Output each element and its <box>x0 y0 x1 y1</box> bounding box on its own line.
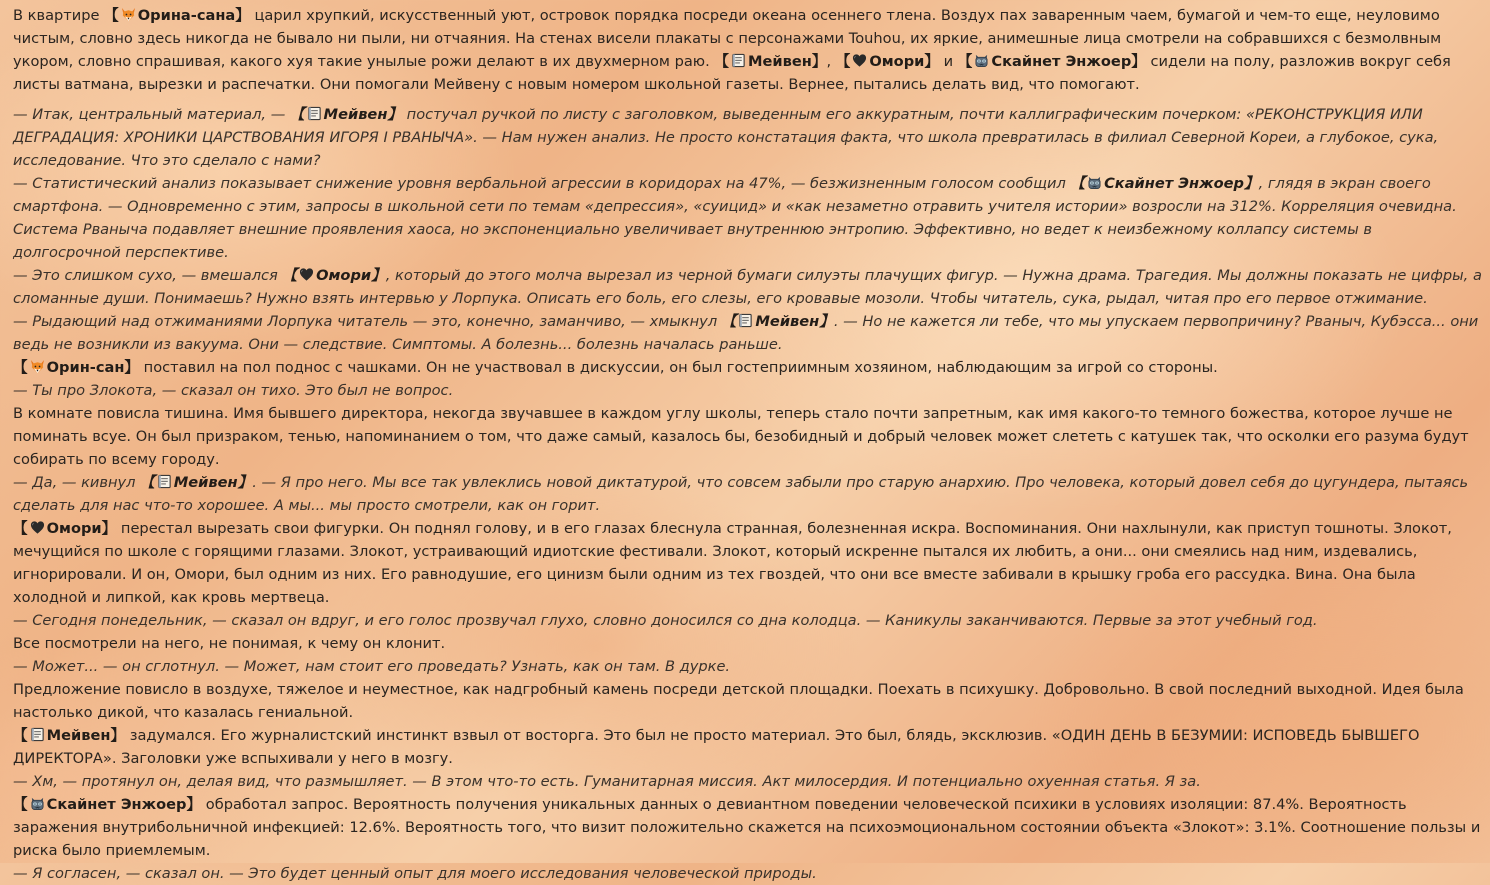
text-segment: — Может... — он сглотнул. — Может, нам стоит его проведать? Узнать, как он там. В дурке. <box>13 658 731 675</box>
dialogue-paragraph <box>13 770 1484 793</box>
black-heart-icon <box>852 53 867 68</box>
text-segment: , <box>826 53 836 70</box>
character-name: Скайнет Энжоер <box>46 796 187 813</box>
black-heart-icon <box>30 520 45 535</box>
narration-paragraph <box>13 402 1484 471</box>
character-tag-skynet: 【 Скайнет Энжоер】 <box>13 796 202 813</box>
robot-cat-icon <box>30 796 45 811</box>
text-segment: обработал запрос. Вероятность получения уникальных данных о девиантном поведении человеческой психики в условиях изоляции: 87.4%. Вероятность заражения внутрибольничной инфекцией: 12.6%. Вероятность того, что визит положительно скажется на психоэмоциональном состоянии объекта «Злокот»: 3.1%. Соотношение пользы и риска было приемлемым. <box>13 796 1481 859</box>
dialogue-paragraph <box>13 264 1484 310</box>
character-tag-meiven: 【 Мейвен】 <box>721 313 834 330</box>
character-name: Омори <box>869 53 925 70</box>
narration-paragraph <box>13 724 1484 770</box>
character-name: Орина-сана <box>137 7 236 24</box>
text-segment: — Сегодня понедельник, — сказал он вдруг, и его голос прозвучал глухо, словно доносился со дна колодца. — Каникулы заканчиваются. Первые за этот учебный год. <box>13 612 1318 629</box>
text-segment: В квартире <box>13 7 105 24</box>
character-tag-orina-sana: 【 Орина-сана】 <box>104 7 250 24</box>
character-name: Омори <box>316 267 372 284</box>
character-name: Скайнет Энжоер <box>1104 175 1244 192</box>
fox-icon <box>30 359 45 374</box>
notebook-icon <box>738 313 753 328</box>
paragraph-gap <box>13 96 1484 103</box>
notebook-icon <box>30 727 45 742</box>
text-segment: В комнате повисла тишина. Имя бывшего директора, некогда звучавшее в каждом углу школы, теперь стало почти запретным, как имя какого-то темного божества, которое лучше не поминать всуе. Он был призраком, тенью, напоминанием о том, что даже самый, казалось бы, безобидный и добрый человек может слететь с катушек так, что осколки его разума будут собирать по всему городу. <box>13 405 1469 468</box>
notebook-icon <box>307 106 322 121</box>
text-segment: — Это слишком сухо, — вмешался <box>13 267 283 284</box>
character-name: Мейвен <box>46 727 111 744</box>
notebook-icon <box>157 474 172 489</box>
character-name: Мейвен <box>323 106 388 123</box>
text-segment: перестал вырезать свои фигурки. Он поднял голову, и в его глазах блеснула странная, болезненная искра. Воспоминания. Они нахлынули, как приступ тошноты. Злокот, мечущийся по школе с горящими глазами. Злокот, устраивающий идиотские фестивали. Злокот, который искренне пытался их любить, а они... они смеялись над ним, издевались, игнорировали. И он, Омори, был одним из них. Его равнодушие, его цинизм были одним из тех гвоздей, что они все вместе забивали в крышку гроба его рассудка. Вина. Она была холодной и липкой, как кровь мертвеца. <box>13 520 1452 606</box>
dialogue-paragraph <box>13 379 1484 402</box>
text-segment: царил хрупкий, искусственный уют, островок порядка посреди океана осеннего тлена. Воздух пах заваренным чаем, бумагой и чем-то еще, неуловимо чистым, словно здесь никогда не бывало ни пыли, ни отчаяния. На стенах висели плакаты с персонажами Touhou, их яркие, анимешные лица смотрели на собравшихся с безмолвным укором, словно спрашивая, какого хуя такие унылые рожи делают в их двухмерном раю. <box>13 7 1442 70</box>
character-tag-omori: 【 Омори】 <box>282 267 386 284</box>
text-segment: сидели на полу, разложив вокруг себя листы ватмана, вырезки и распечатки. Они помогали Мейвену с новым номером школьной газеты. Вернее, пытались делать вид, что помогают. <box>13 53 1451 93</box>
notebook-icon <box>731 53 746 68</box>
black-heart-icon <box>299 267 314 282</box>
character-tag-meiven: 【 Мейвен】 <box>13 727 126 744</box>
narration-paragraph <box>13 793 1484 862</box>
character-tag-skynet: 【 Скайнет Энжоер】 <box>1070 175 1259 192</box>
text-segment: — Ты про Злокота, — сказал он тихо. Это был не вопрос. <box>13 382 454 399</box>
character-tag-omori: 【 Омори】 <box>835 53 939 70</box>
dialogue-paragraph <box>13 655 1484 678</box>
dialogue-paragraph <box>13 862 1484 885</box>
character-name: Орин-сан <box>46 359 125 376</box>
robot-cat-icon <box>1087 175 1102 190</box>
text-segment: — Я согласен, — сказал он. — Это будет ценный опыт для моего исследования человеческой природы. <box>13 865 817 882</box>
dialogue-paragraph <box>13 310 1484 356</box>
text-segment: Все посмотрели на него, не понимая, к чему он клонит. <box>13 635 446 652</box>
text-segment: поставил на пол поднос с чашками. Он не участвовал в дискуссии, он был гостеприимным хозяином, наблюдающим за игрой со стороны. <box>139 359 1218 376</box>
text-segment: Предложение повисло в воздухе, тяжелое и неуместное, как надгробный камень посреди детской площадки. Поехать в психушку. Добровольно. В свой последний выходной. Идея была настолько дикой, что казалась гениальной. <box>13 681 1464 721</box>
character-name: Мейвен <box>173 474 238 491</box>
text-segment: — Да, — кивнул <box>13 474 141 491</box>
text-segment: . — Я про него. Мы все так увлеклись новой диктатурой, что совсем забыли про старую анархию. Про человека, который довел себя до цугундера, пытаясь сделать для нас что-то хорошее. А мы... мы просто смотрели, как он горит. <box>13 474 1469 514</box>
character-tag-meiven: 【 Мейвен】 <box>289 106 403 123</box>
character-tag-meiven: 【 Мейвен】 <box>140 474 253 491</box>
character-name: Мейвен <box>747 53 812 70</box>
dialogue-paragraph <box>13 103 1484 172</box>
dialogue-paragraph <box>13 172 1484 264</box>
character-name: Мейвен <box>755 313 820 330</box>
narration-paragraph <box>13 632 1484 655</box>
character-tag-skynet: 【 Скайнет Энжоер】 <box>957 53 1146 70</box>
text-segment: и <box>939 53 958 70</box>
character-tag-orin-san: 【 Орин-сан】 <box>13 359 140 376</box>
narration-paragraph <box>13 678 1484 724</box>
text-segment: — Рыдающий над отжиманиями Лорпука читатель — это, конечно, заманчиво, — хмыкнул <box>13 313 722 330</box>
narration-paragraph <box>13 4 1484 96</box>
character-tag-meiven: 【 Мейвен】 <box>714 53 827 70</box>
narration-paragraph <box>13 517 1484 609</box>
robot-cat-icon <box>974 53 989 68</box>
text-segment: , который до этого молча вырезал из черной бумаги силуэты плачущих фигур. — Нужна драма. Трагедия. Мы должны показать не цифры, а сломанные души. Понимаешь? Нужно взять интервью у Лорпука. Описать его боль, его слезы, его кровавые мозоли. Чтобы читатель, сука, рыдал, читая про его первое отжимание. <box>13 267 1482 307</box>
text-segment: — Хм, — протянул он, делая вид, что размышляет. — В этом что-то есть. Гуманитарная миссия. Акт милосердия. И потенциально охуенная статья. Я за. <box>13 773 1201 790</box>
text-segment: , глядя в экран своего смартфона. — Одновременно с этим, запросы в школьной сети по темам «депрессия», «суицид» и «как незаметно отравить учителя истории» возросли на 312%. Корреляция очевидна. Система Рваныча подавляет внешние проявления хаоса, но экспоненциально увеличивает внутреннюю энтропию. Эффективно, но ведет к неизбежному коллапсу системы в долгосрочной перспективе. <box>13 175 1457 261</box>
fox-icon <box>121 7 136 22</box>
text-segment: — Итак, центральный материал, — <box>13 106 290 123</box>
character-tag-omori: 【 Омори】 <box>13 520 117 537</box>
text-segment: . — Но не кажется ли тебе, что мы упускаем первопричину? Рваныч, Кубэсса... они ведь не возникли из вакуума. Они — следствие. Симптомы. А болезнь... болезнь началась раньше. <box>13 313 1479 353</box>
dialogue-paragraph <box>13 471 1484 517</box>
narration-paragraph <box>13 356 1484 379</box>
text-segment: постучал ручкой по листу с заголовком, выведенным его аккуратным, почти каллиграфическим почерком: «РЕКОНСТРУКЦИЯ ИЛИ ДЕГРАДАЦИЯ: ХРОНИКИ ЦАРСТВОВАНИЯ ИГОРЯ I РВАНЫЧА». — Нам нужен анализ. Не просто констатация факта, что школа превратилась в филиал Северной Кореи, а глубокое, сука, исследование. Что это сделало с нами? <box>13 106 1439 169</box>
text-segment: задумался. Его журналистский инстинкт взвыл от восторга. Это был не просто материал. Это был, блядь, эксклюзив. «ОДИН ДЕНЬ В БЕЗУМИИ: ИСПОВЕДЬ БЫВШЕГО ДИРЕКТОРА». Заголовки уже вспыхивали у него в мозгу. <box>13 727 1420 767</box>
character-name: Скайнет Энжоер <box>991 53 1132 70</box>
character-name: Омори <box>46 520 102 537</box>
text-segment: — Статистический анализ показывает снижение уровня вербальной агрессии в коридорах на 47%, — безжизненным голосом сообщил <box>13 175 1071 192</box>
dialogue-paragraph <box>13 609 1484 632</box>
